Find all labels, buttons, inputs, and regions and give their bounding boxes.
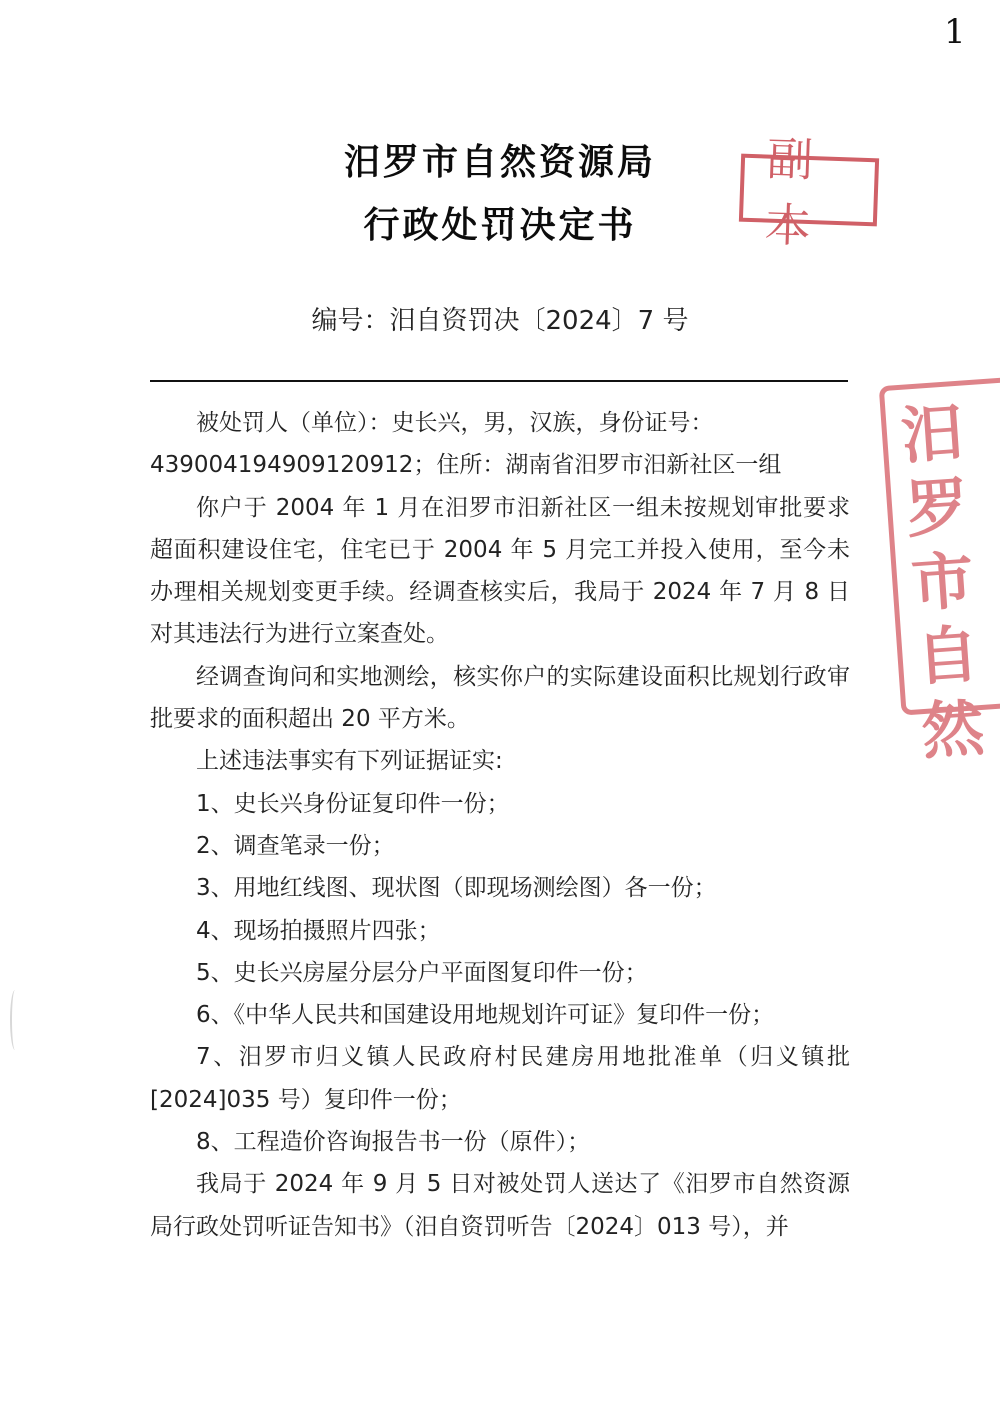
page-number-mark: 1	[944, 12, 966, 52]
seal-text: 汨罗市自然	[898, 395, 987, 769]
evidence-item: 5、史长兴房屋分层分户平面图复印件一份；	[196, 959, 648, 986]
violation-description: 你户于 2004 年 1 月在汨罗市汨新社区一组未按规划审批要求超面积建设住宅，住宅已于 2004 年 5 月完工并投入使用，至今未办理相关规划变更手续。经调查核实后，我局于 2024 年 7 月 8 日对其违法行为进行立案查处。	[150, 494, 850, 648]
document-number: 编号：汨自资罚决〔2024〕7 号	[311, 306, 689, 336]
document-title-agency: 汨罗市自然资源局	[343, 142, 656, 183]
document-body	[150, 402, 850, 1248]
party-info-line2: 439004194909120912；住所：湖南省汨罗市汨新社区一组	[150, 452, 782, 479]
official-seal-partial	[879, 374, 1000, 769]
evidence-item: 6、《中华人民共和国建设用地规划许可证》复印件一份；	[196, 1002, 775, 1029]
evidence-item: 1、史长兴身份证复印件一份；	[196, 790, 510, 817]
header-divider	[150, 380, 848, 382]
investigation-finding: 经调查询问和实地测绘，核实你户的实际建设面积比规划行政审批要求的面积超出 20 平方米。	[150, 663, 850, 733]
copy-stamp: 副本	[739, 154, 879, 227]
hearing-notice-paragraph: 我局于 2024 年 9 月 5 日对被处罚人送达了《汨罗市自然资源局行政处罚听证告知书》（汨自资罚听告〔2024〕013 号），并	[150, 1171, 850, 1240]
evidence-item: 2、调查笔录一份；	[196, 832, 395, 859]
evidence-item: 3、用地红线图、现状图（即现场测绘图）各一份；	[196, 875, 717, 902]
document-title-type: 行政处罚决定书	[363, 205, 637, 246]
evidence-item: 4、现场拍摄照片四张；	[196, 917, 441, 944]
evidence-item: 8、工程造价咨询报告书一份（原件）；	[196, 1129, 591, 1156]
evidence-item: 7、汨罗市归义镇人民政府村民建房用地批准单（归义镇批[2024]035 号）复印件一份；	[150, 1044, 850, 1113]
party-info-line1: 被处罚人（单位）：史长兴，男，汉族，身份证号：	[196, 410, 714, 436]
evidence-intro: 上述违法事实有下列证据证实:	[196, 748, 503, 775]
scan-edge-mark	[10, 990, 20, 1050]
